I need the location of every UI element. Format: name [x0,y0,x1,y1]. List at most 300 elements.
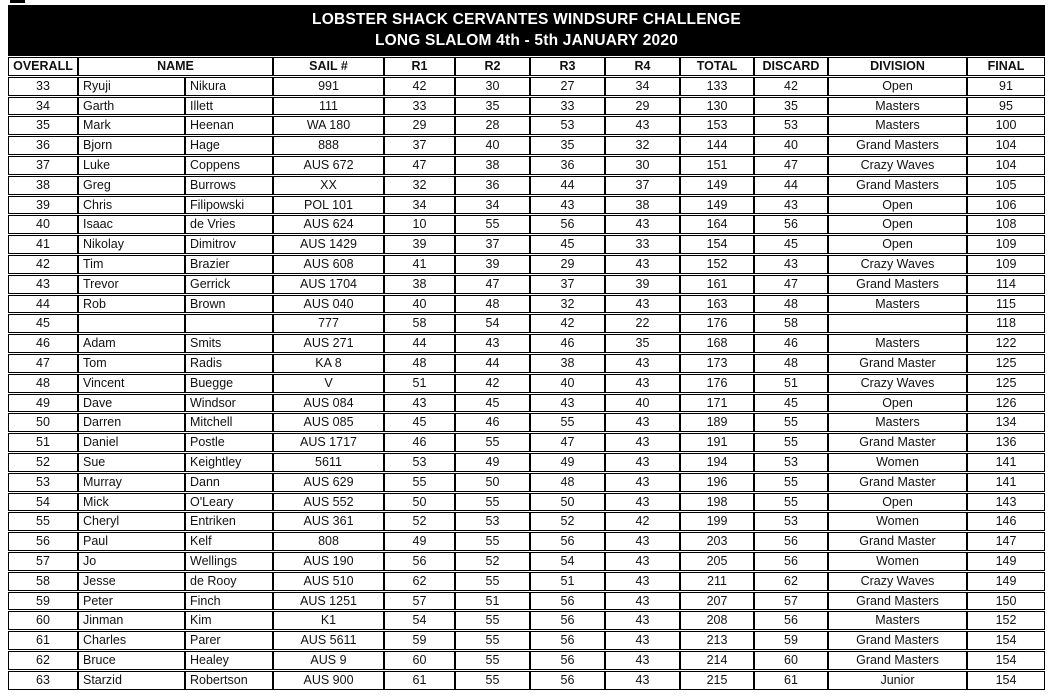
cell-first-name: Bruce [78,651,185,670]
cell-r4: 33 [605,235,680,254]
cell-sail-number: 991 [273,77,384,96]
cell-r1: 51 [384,374,455,393]
cell-r4: 43 [605,453,680,472]
cell-discard: 62 [754,572,828,591]
cell-overall: 47 [8,354,78,373]
cell-first-name: Tim [78,255,185,274]
cell-sail-number: AUS 608 [273,255,384,274]
cell-last-name: de Rooy [185,572,273,591]
cell-r4: 35 [605,334,680,353]
cell-overall: 36 [8,136,78,155]
cell-sail-number: AUS 1251 [273,592,384,611]
cell-overall: 52 [8,453,78,472]
cell-total: 168 [680,334,754,353]
cell-r4: 43 [605,354,680,373]
table-row [8,275,1045,294]
screenshot-edge-artifact [10,0,25,3]
table-row [8,255,1045,274]
cell-r1: 33 [384,97,455,116]
cell-r1: 62 [384,572,455,591]
cell-overall: 60 [8,611,78,630]
cell-total: 171 [680,394,754,413]
cell-r2: 28 [455,116,530,135]
cell-sail-number: AUS 085 [273,413,384,432]
cell-r1: 55 [384,473,455,492]
cell-r3: 44 [530,176,605,195]
cell-r4: 43 [605,552,680,571]
cell-first-name: Murray [78,473,185,492]
cell-r2: 55 [455,493,530,512]
cell-final: 104 [967,136,1045,155]
cell-r3: 32 [530,295,605,314]
cell-first-name: Starzid [78,671,185,690]
cell-r1: 39 [384,235,455,254]
cell-first-name: Charles [78,631,185,650]
cell-overall: 59 [8,592,78,611]
cell-discard: 47 [754,156,828,175]
cell-first-name: Nikolay [78,235,185,254]
cell-first-name: Vincent [78,374,185,393]
cell-discard: 55 [754,473,828,492]
cell-final: 149 [967,552,1045,571]
cell-division: Grand Masters [828,592,967,611]
cell-r1: 61 [384,671,455,690]
cell-r1: 29 [384,116,455,135]
cell-sail-number: 777 [273,314,384,333]
cell-sail-number: AUS 900 [273,671,384,690]
cell-discard: 43 [754,196,828,215]
cell-r4: 43 [605,532,680,551]
cell-final: 150 [967,592,1045,611]
cell-r1: 50 [384,493,455,512]
cell-sail-number: 111 [273,97,384,116]
table-row [8,671,1045,690]
cell-r3: 43 [530,394,605,413]
cell-r2: 46 [455,413,530,432]
cell-r2: 40 [455,136,530,155]
event-title-band [8,5,1045,56]
cell-last-name: Brazier [185,255,273,274]
cell-r1: 60 [384,651,455,670]
cell-r2: 55 [455,215,530,234]
cell-r4: 30 [605,156,680,175]
cell-r2: 45 [455,394,530,413]
cell-discard: 53 [754,453,828,472]
cell-r1: 42 [384,77,455,96]
cell-r4: 43 [605,592,680,611]
cell-division: Masters [828,334,967,353]
cell-division: Crazy Waves [828,156,967,175]
cell-discard: 55 [754,413,828,432]
column-header-total: TOTAL [680,57,754,76]
cell-final: 125 [967,354,1045,373]
cell-total: 153 [680,116,754,135]
column-header-final: FINAL [967,57,1045,76]
cell-discard: 60 [754,651,828,670]
cell-overall: 41 [8,235,78,254]
cell-total: 173 [680,354,754,373]
cell-first-name: Luke [78,156,185,175]
cell-first-name: Sue [78,453,185,472]
cell-overall: 54 [8,493,78,512]
cell-r4: 43 [605,631,680,650]
cell-sail-number: AUS 361 [273,512,384,531]
cell-r2: 37 [455,235,530,254]
cell-last-name: Mitchell [185,413,273,432]
cell-division: Masters [828,611,967,630]
cell-r4: 43 [605,473,680,492]
cell-overall: 39 [8,196,78,215]
cell-last-name: Wellings [185,552,273,571]
cell-r1: 52 [384,512,455,531]
cell-r1: 59 [384,631,455,650]
table-row [8,473,1045,492]
cell-final: 147 [967,532,1045,551]
table-row [8,453,1045,472]
cell-final: 109 [967,235,1045,254]
cell-discard: 58 [754,314,828,333]
column-header-discard: DISCARD [754,57,828,76]
cell-r1: 49 [384,532,455,551]
table-row [8,156,1045,175]
cell-r4: 43 [605,671,680,690]
cell-r1: 57 [384,592,455,611]
cell-r2: 55 [455,671,530,690]
cell-discard: 59 [754,631,828,650]
cell-first-name: Adam [78,334,185,353]
cell-r4: 43 [605,413,680,432]
cell-division: Women [828,552,967,571]
cell-total: 211 [680,572,754,591]
cell-discard: 44 [754,176,828,195]
cell-last-name: Burrows [185,176,273,195]
cell-r4: 37 [605,176,680,195]
results-sheet [8,5,1045,691]
cell-r2: 30 [455,77,530,96]
cell-division: Grand Masters [828,176,967,195]
table-row [8,235,1045,254]
table-row [8,334,1045,353]
cell-r3: 50 [530,493,605,512]
cell-first-name: Mark [78,116,185,135]
cell-r3: 43 [530,196,605,215]
cell-r3: 40 [530,374,605,393]
cell-final: 106 [967,196,1045,215]
column-header-division: DIVISION [828,57,967,76]
column-header-sail: SAIL # [273,57,384,76]
cell-overall: 49 [8,394,78,413]
cell-r4: 43 [605,255,680,274]
cell-final: 154 [967,631,1045,650]
cell-r4: 40 [605,394,680,413]
cell-total: 191 [680,433,754,452]
cell-last-name: Keightley [185,453,273,472]
cell-r3: 35 [530,136,605,155]
cell-r2: 35 [455,97,530,116]
cell-r2: 38 [455,156,530,175]
cell-sail-number: AUS 672 [273,156,384,175]
table-row [8,572,1045,591]
cell-sail-number: XX [273,176,384,195]
cell-r1: 34 [384,196,455,215]
cell-final: 152 [967,611,1045,630]
table-row [8,394,1045,413]
cell-first-name: Cheryl [78,512,185,531]
cell-last-name: Entriken [185,512,273,531]
cell-division: Grand Masters [828,631,967,650]
cell-division: Crazy Waves [828,255,967,274]
cell-r4: 32 [605,136,680,155]
cell-division: Grand Master [828,433,967,452]
cell-r3: 29 [530,255,605,274]
cell-division: Open [828,196,967,215]
cell-total: 161 [680,275,754,294]
cell-overall: 46 [8,334,78,353]
cell-r2: 55 [455,651,530,670]
cell-final: 149 [967,572,1045,591]
table-row [8,493,1045,512]
cell-sail-number: AUS 9 [273,651,384,670]
cell-total: 199 [680,512,754,531]
cell-final: 122 [967,334,1045,353]
table-row [8,413,1045,432]
cell-last-name: Robertson [185,671,273,690]
cell-division: Open [828,77,967,96]
cell-r1: 56 [384,552,455,571]
cell-r3: 37 [530,275,605,294]
cell-r2: 54 [455,314,530,333]
cell-first-name: Darren [78,413,185,432]
cell-sail-number: AUS 1429 [273,235,384,254]
table-row [8,651,1045,670]
column-header-r4: R4 [605,57,680,76]
cell-total: 207 [680,592,754,611]
cell-division: Masters [828,413,967,432]
cell-first-name: Bjorn [78,136,185,155]
cell-last-name: Nikura [185,77,273,96]
cell-overall: 63 [8,671,78,690]
cell-last-name [185,314,273,333]
cell-overall: 45 [8,314,78,333]
cell-first-name [78,314,185,333]
cell-discard: 61 [754,671,828,690]
cell-r2: 43 [455,334,530,353]
table-header-row [8,57,1045,76]
cell-total: 189 [680,413,754,432]
cell-overall: 42 [8,255,78,274]
cell-r2: 55 [455,611,530,630]
cell-r1: 46 [384,433,455,452]
cell-r3: 36 [530,156,605,175]
cell-last-name: Dimitrov [185,235,273,254]
cell-last-name: Heenan [185,116,273,135]
cell-last-name: Parer [185,631,273,650]
cell-sail-number: AUS 629 [273,473,384,492]
cell-first-name: Isaac [78,215,185,234]
cell-r2: 44 [455,354,530,373]
cell-r1: 44 [384,334,455,353]
cell-r2: 53 [455,512,530,531]
cell-first-name: Tom [78,354,185,373]
cell-r4: 22 [605,314,680,333]
table-row [8,295,1045,314]
cell-r3: 56 [530,532,605,551]
results-table [8,56,1045,691]
cell-total: 215 [680,671,754,690]
cell-total: 176 [680,314,754,333]
cell-r1: 47 [384,156,455,175]
event-title: LOBSTER SHACK CERVANTES WINDSURF CHALLENGE [312,11,741,28]
cell-overall: 50 [8,413,78,432]
cell-final: 143 [967,493,1045,512]
cell-final: 141 [967,453,1045,472]
column-header-r3: R3 [530,57,605,76]
cell-total: 194 [680,453,754,472]
cell-total: 164 [680,215,754,234]
cell-last-name: Radis [185,354,273,373]
cell-final: 114 [967,275,1045,294]
cell-sail-number: AUS 5611 [273,631,384,650]
cell-overall: 53 [8,473,78,492]
cell-discard: 53 [754,512,828,531]
cell-r3: 42 [530,314,605,333]
cell-division [828,314,967,333]
cell-overall: 40 [8,215,78,234]
cell-total: 133 [680,77,754,96]
cell-final: 154 [967,671,1045,690]
cell-r3: 48 [530,473,605,492]
cell-last-name: Postle [185,433,273,452]
cell-r2: 55 [455,433,530,452]
cell-last-name: Hage [185,136,273,155]
cell-sail-number: 5611 [273,453,384,472]
cell-first-name: Rob [78,295,185,314]
cell-sail-number: V [273,374,384,393]
cell-r4: 43 [605,295,680,314]
cell-sail-number: 888 [273,136,384,155]
cell-discard: 45 [754,235,828,254]
cell-r1: 53 [384,453,455,472]
cell-r2: 36 [455,176,530,195]
cell-discard: 56 [754,611,828,630]
cell-r1: 54 [384,611,455,630]
cell-first-name: Chris [78,196,185,215]
cell-r2: 42 [455,374,530,393]
cell-r3: 56 [530,651,605,670]
cell-discard: 47 [754,275,828,294]
cell-overall: 48 [8,374,78,393]
cell-r1: 38 [384,275,455,294]
cell-r4: 43 [605,374,680,393]
cell-total: 176 [680,374,754,393]
cell-sail-number: AUS 084 [273,394,384,413]
cell-discard: 55 [754,433,828,452]
cell-sail-number: AUS 271 [273,334,384,353]
cell-overall: 56 [8,532,78,551]
cell-r3: 56 [530,671,605,690]
cell-r2: 49 [455,453,530,472]
cell-final: 141 [967,473,1045,492]
cell-discard: 35 [754,97,828,116]
cell-r2: 51 [455,592,530,611]
cell-total: 198 [680,493,754,512]
cell-discard: 48 [754,354,828,373]
cell-r2: 47 [455,275,530,294]
cell-discard: 55 [754,493,828,512]
cell-r3: 49 [530,453,605,472]
table-row [8,215,1045,234]
cell-r1: 32 [384,176,455,195]
cell-total: 130 [680,97,754,116]
cell-division: Grand Master [828,532,967,551]
cell-discard: 53 [754,116,828,135]
cell-first-name: Peter [78,592,185,611]
cell-final: 136 [967,433,1045,452]
cell-sail-number: AUS 040 [273,295,384,314]
table-row [8,77,1045,96]
cell-division: Open [828,493,967,512]
cell-last-name: Buegge [185,374,273,393]
cell-r3: 53 [530,116,605,135]
cell-first-name: Daniel [78,433,185,452]
cell-first-name: Mick [78,493,185,512]
cell-sail-number: AUS 552 [273,493,384,512]
cell-total: 152 [680,255,754,274]
table-row [8,552,1045,571]
cell-r1: 45 [384,413,455,432]
cell-r4: 43 [605,116,680,135]
cell-discard: 46 [754,334,828,353]
cell-sail-number: AUS 1717 [273,433,384,452]
table-row [8,176,1045,195]
cell-r3: 56 [530,592,605,611]
cell-r3: 56 [530,611,605,630]
cell-r4: 43 [605,572,680,591]
cell-division: Crazy Waves [828,374,967,393]
cell-last-name: Smits [185,334,273,353]
cell-last-name: Illett [185,97,273,116]
cell-first-name: Jinman [78,611,185,630]
cell-last-name: Kim [185,611,273,630]
cell-overall: 33 [8,77,78,96]
cell-discard: 56 [754,532,828,551]
cell-r2: 50 [455,473,530,492]
cell-last-name: Brown [185,295,273,314]
cell-final: 91 [967,77,1045,96]
cell-total: 205 [680,552,754,571]
table-row [8,354,1045,373]
cell-discard: 51 [754,374,828,393]
cell-division: Grand Masters [828,275,967,294]
cell-total: 213 [680,631,754,650]
cell-division: Masters [828,97,967,116]
cell-overall: 55 [8,512,78,531]
cell-sail-number: K1 [273,611,384,630]
cell-sail-number: AUS 1704 [273,275,384,294]
cell-r1: 10 [384,215,455,234]
cell-r1: 58 [384,314,455,333]
cell-r1: 48 [384,354,455,373]
cell-r4: 43 [605,611,680,630]
column-header-name: NAME [78,57,273,76]
cell-division: Grand Masters [828,136,967,155]
cell-last-name: Healey [185,651,273,670]
cell-total: 144 [680,136,754,155]
cell-r4: 42 [605,512,680,531]
cell-final: 134 [967,413,1045,432]
cell-final: 109 [967,255,1045,274]
column-header-overall: OVERALL [8,57,78,76]
